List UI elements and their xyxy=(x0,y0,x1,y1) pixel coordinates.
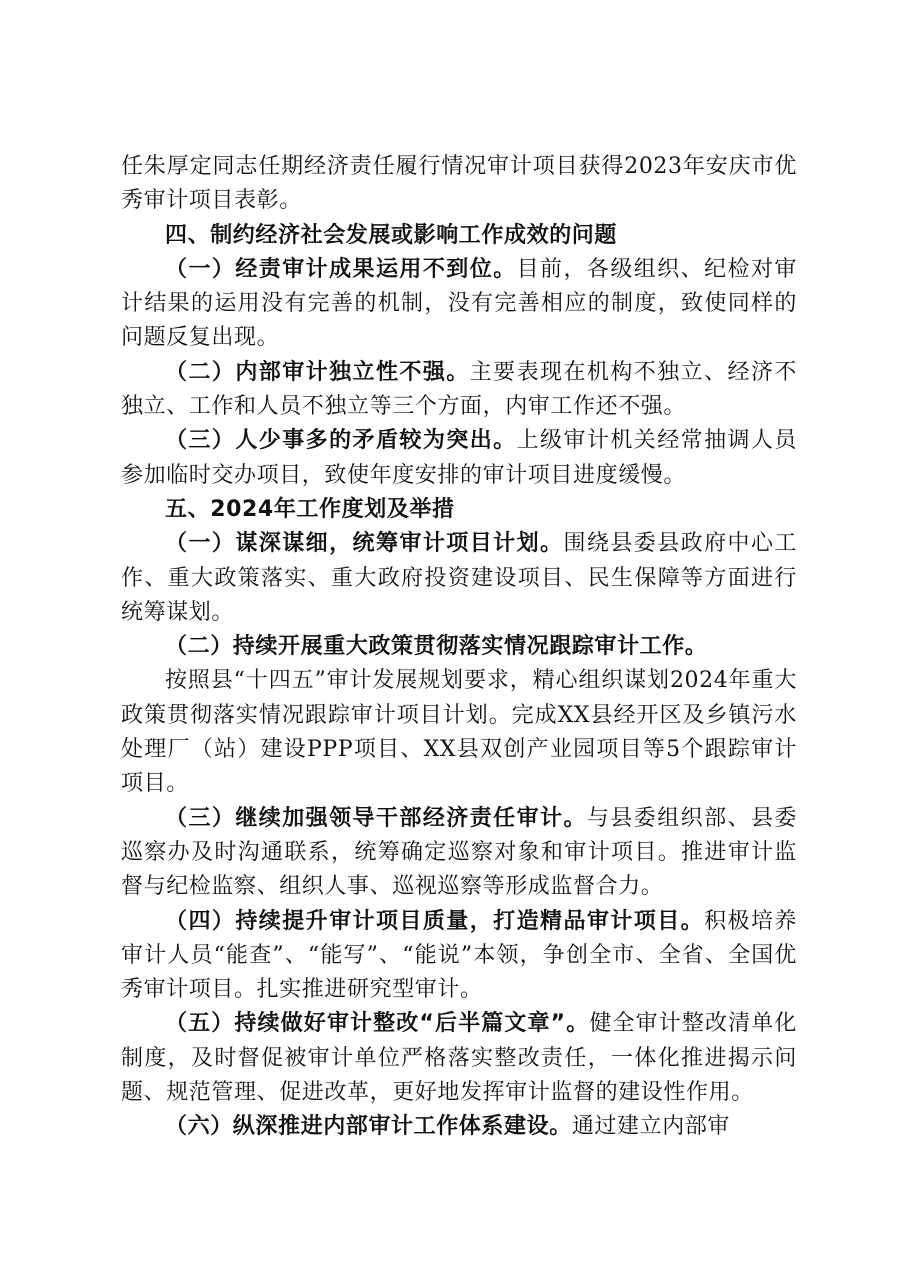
paragraph-text: 通过建立内部审 xyxy=(571,1114,731,1140)
document-body xyxy=(121,150,797,1145)
paragraph-lead: （六）纵深推进内部审计工作体系建设。 xyxy=(165,1114,572,1140)
body-paragraph xyxy=(121,356,797,425)
paragraph-text: 任朱厚定同志任期经济责任履行情况审计项目获得2023年安庆市优秀审计项目表彰。 xyxy=(121,154,797,214)
body-paragraph xyxy=(121,150,797,219)
body-paragraph xyxy=(121,424,797,493)
section-heading: 五、2024年工作度划及举措 xyxy=(165,496,455,522)
paragraph-lead: （四）持续提升审计项目质量，打造精品审计项目。 xyxy=(165,908,705,934)
paragraph-text: 上级审计机关经常抽调人员参加临时交办项目，致使年度安排的审计项目进度缓慢。 xyxy=(121,428,797,488)
body-paragraph xyxy=(121,253,797,356)
body-paragraph xyxy=(121,664,797,801)
body-paragraph xyxy=(121,802,797,905)
body-paragraph xyxy=(121,1007,797,1110)
paragraph-text: 健全审计整改清单化制度，及时督促被审计单位严格落实整改责任，一体化推进揭示问题、规范管理、促进改革，更好地发挥审计监督的建设性作用。 xyxy=(121,1011,797,1106)
paragraph-lead: （一）谋深谋细，统筹审计项目计划。 xyxy=(165,531,564,557)
paragraph-lead: （二）持续开展重大政策贯彻落实情况跟踪审计工作。 xyxy=(165,634,708,660)
paragraph-lead: （五）持续做好审计整改“后半篇文章”。 xyxy=(165,1011,590,1037)
paragraph-lead: （三）继续加强领导干部经济责任审计。 xyxy=(165,805,587,831)
paragraph-lead: （二）内部审计独立性不强。 xyxy=(165,359,470,385)
body-paragraph xyxy=(121,1110,797,1144)
paragraph-lead: （三）人少事多的矛盾较为突出。 xyxy=(165,428,517,454)
paragraph-text: 与县委组织部、县委巡察办及时沟通联系，统筹确定巡察对象和审计项目。推进审计监督与纪检监察、组织人事、巡视巡察等形成监督合力。 xyxy=(121,805,797,900)
paragraph-text: 主要表现在机构不独立、经济不独立、工作和人员不独立等三个方面，内审工作还不强。 xyxy=(121,359,797,420)
body-paragraph xyxy=(121,905,797,1008)
section-heading: 四、制约经济社会发展或影响工作成效的问题 xyxy=(165,222,618,248)
paragraph-text: 积极培养审计人员“能查”、“能写”、“能说”本领，争创全市、全省、全国优秀审计项目。扎实推进研究型审计。 xyxy=(121,908,797,1003)
body-paragraph xyxy=(121,630,797,664)
paragraph-text: 目前，各级组织、纪检对审计结果的运用没有完善的机制，没有完善相应的制度，致使同样的问题反复出现。 xyxy=(121,256,797,351)
paragraph-text: 按照县“十四五”审计发展规划要求，精心组织谋划2024年重大政策贯彻落实情况跟踪审计项目计划。完成XX县经开区及乡镇污水处理厂（站）建设PPP项目、XX县双创产业园项目等5个跟踪审计项目。 xyxy=(121,668,797,797)
body-paragraph xyxy=(121,527,797,630)
paragraph-text: 围绕县委县政府中心工作、重大政策落实、重大政府投资建设项目、民生保障等方面进行统筹谋划。 xyxy=(121,531,797,625)
paragraph-lead: （一）经责审计成果运用不到位。 xyxy=(165,256,517,282)
